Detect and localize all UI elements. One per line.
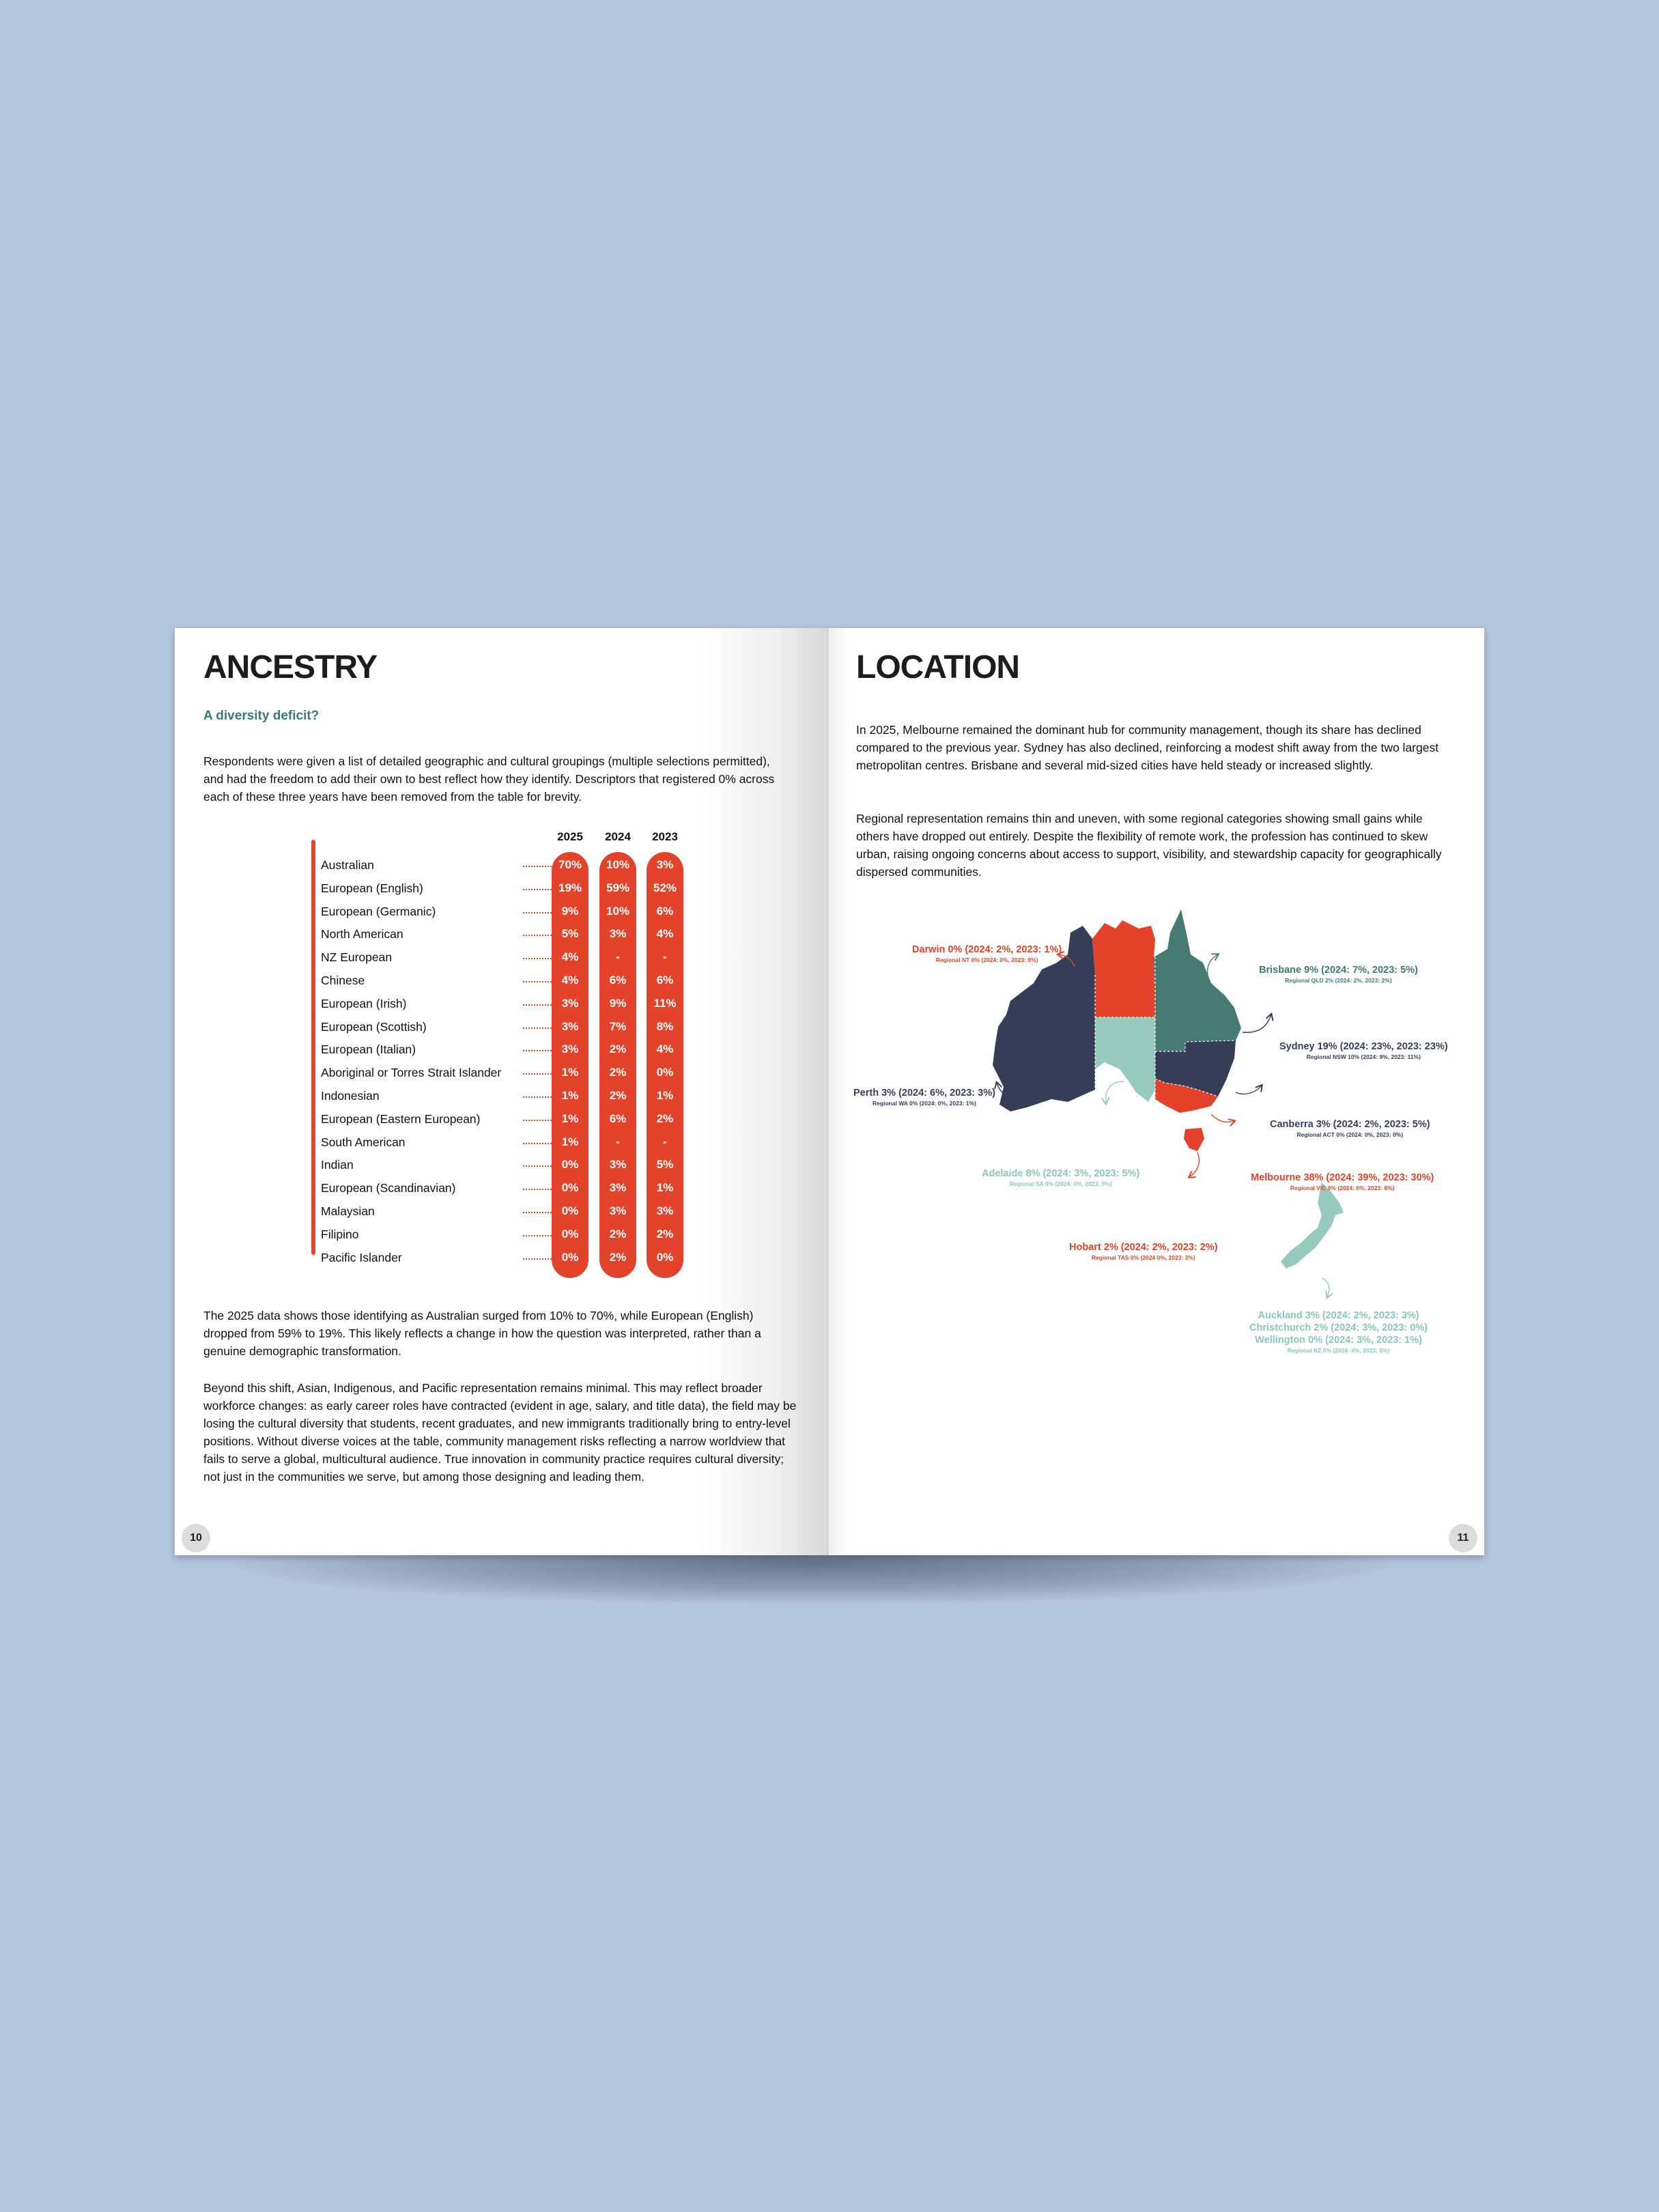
value-2025: 70% [558, 858, 582, 871]
value-2024: 2% [609, 1089, 627, 1102]
value-2025: 1% [561, 1135, 579, 1148]
value-2025: 4% [561, 974, 579, 987]
value-2024: 10% [606, 858, 630, 871]
leader-dots [523, 1258, 554, 1260]
column-header-2025: 2025 [557, 830, 583, 843]
value-2025: 3% [561, 1019, 579, 1033]
value-2023: 2% [656, 1227, 674, 1240]
table-row [321, 1200, 703, 1223]
value-2023: 1% [656, 1181, 674, 1195]
row-label: European (Germanic) [321, 904, 436, 918]
body-paragraph-1: In 2025, Melbourne remained the dominant hub for community management, though its share has declined compared to the previous year. Sydney has also declined, reinforcing a modest shift away from the two largest metropolitan centres. Brisbane and several mid-sized cities have held steady or increased slightly. [856, 723, 1439, 772]
row-label: NZ European [321, 950, 393, 965]
value-2025: 1% [561, 1089, 579, 1102]
value-2024: 2% [609, 1066, 627, 1079]
label-adelaide: Adelaide 8% (2024: 3%, 2023: 5%) Regional SA 0% (2024: 0%, 2023: 0%) [982, 1168, 1140, 1187]
value-2023: 2% [656, 1111, 674, 1125]
body-paragraph-2: Regional representation remains thin and uneven, with some regional categories showing small gains while others have dropped out entirely. Despite the flexibility of remote work, the profession has continued to skew urban, raising ongoing concerns about access to support, visibility, and stewardship capacity for geographically dispersed communities. [856, 812, 1442, 879]
leader-dots [523, 1096, 554, 1098]
label-new-zealand: Auckland 3% (2024: 2%, 2023: 3%) Christchurch 2% (2024: 3%, 2023: 0%) Wellington 0% (2024: 3%, 2023: 1%) Regional NZ 0% (2024: 4%, 2023: 5%) [1249, 1310, 1428, 1354]
value-2025: 0% [561, 1227, 579, 1240]
row-label: Indian [321, 1158, 354, 1172]
label-brisbane: Brisbane 9% (2024: 7%, 2023: 5%) Regional QLD 2% (2024: 2%, 2023: 2%) [1259, 965, 1418, 984]
canberra-arrow [1236, 1086, 1262, 1094]
value-2024: 6% [609, 974, 627, 987]
value-2025: 0% [561, 1204, 579, 1217]
value-2024: 3% [609, 1181, 627, 1195]
value-2024: 2% [609, 1043, 627, 1056]
row-label: European (Eastern European) [321, 1111, 481, 1126]
leader-dots [523, 1189, 554, 1190]
value-2025: 0% [561, 1181, 579, 1195]
value-2024: 3% [609, 927, 627, 941]
table-accent-bar [311, 840, 315, 1255]
value-2025: 3% [561, 996, 579, 1010]
row-label: Indonesian [321, 1089, 380, 1103]
region-sa [1095, 1017, 1155, 1102]
leader-dots [523, 1120, 554, 1121]
value-2023: 11% [653, 996, 677, 1010]
melbourne-arrow [1211, 1114, 1234, 1122]
label-hobart: Hobart 2% (2024: 2%, 2023: 2%) Regional TAS 0% (2024 0%, 2023: 3%) [1069, 1242, 1218, 1261]
value-2025: 0% [561, 1158, 579, 1172]
right-page [829, 628, 1484, 1555]
leader-dots [523, 1073, 554, 1075]
section-subtitle: A diversity deficit? [203, 709, 320, 723]
value-2023: 52% [653, 881, 677, 894]
value-2023: - [663, 950, 667, 964]
value-2024: - [616, 1135, 620, 1148]
table-row [321, 992, 703, 1015]
value-2023: 6% [656, 974, 674, 987]
table-row [321, 922, 703, 946]
value-2023: 8% [656, 1019, 674, 1033]
region-tas [1184, 1128, 1204, 1151]
row-label: Pacific Islander [321, 1250, 402, 1264]
table-row [321, 900, 703, 923]
table-row [321, 969, 703, 992]
value-2024: 2% [609, 1250, 627, 1264]
value-2024: 7% [609, 1019, 627, 1033]
region-qld [1154, 909, 1241, 1051]
table-row [321, 1176, 703, 1200]
page-title: LOCATION [856, 649, 1020, 685]
region-nz-south [1281, 1228, 1324, 1268]
row-label: South American [321, 1135, 406, 1149]
table-row [321, 1153, 703, 1176]
value-2023: 4% [656, 927, 674, 941]
value-2025: 19% [558, 881, 582, 894]
leader-dots [523, 1050, 554, 1051]
value-2024: 59% [606, 881, 630, 894]
value-2025: 5% [561, 927, 579, 941]
value-2023: 6% [656, 904, 674, 918]
left-page [175, 628, 829, 1555]
value-2023: - [663, 1135, 667, 1148]
value-2025: 3% [561, 1043, 579, 1056]
value-2024: 10% [606, 904, 630, 918]
value-2023: 4% [656, 1043, 674, 1056]
sydney-arrow [1243, 1015, 1271, 1032]
value-2023: 5% [656, 1158, 674, 1172]
table-row [321, 853, 703, 877]
leader-dots [523, 1165, 554, 1167]
label-sydney: Sydney 19% (2024: 23%, 2023: 23%) Regional NSW 10% (2024: 9%, 2023: 11%) [1279, 1041, 1448, 1060]
value-2024: 6% [609, 1111, 627, 1125]
adelaide-arrow [1106, 1081, 1124, 1103]
row-label: Malaysian [321, 1204, 375, 1218]
table-row [321, 946, 703, 969]
value-2025: 0% [561, 1250, 579, 1264]
value-2023: 3% [656, 1204, 674, 1217]
label-melbourne: Melbourne 38% (2024: 39%, 2023: 30%) Regional VIC 9% (2024: 6%, 2023: 8%) [1251, 1172, 1434, 1191]
leader-dots [523, 1212, 554, 1213]
leader-dots [523, 1235, 554, 1236]
leader-dots [523, 889, 554, 890]
value-2025: 9% [561, 904, 579, 918]
table-row [321, 877, 703, 900]
intro-paragraph: Respondents were given a list of detailed geographic and cultural groupings (multiple selections permitted), and had the freedom to add their own to best reflect how they identify. Descriptors that registered 0% across each of these three years have been removed from the table for brevity. [203, 754, 775, 804]
leader-dots [523, 958, 554, 959]
leader-dots [523, 912, 554, 913]
hobart-arrow [1189, 1152, 1199, 1177]
value-2024: 3% [609, 1158, 627, 1172]
row-label: Filipino [321, 1227, 359, 1241]
value-2023: 3% [656, 858, 674, 871]
value-2025: 1% [561, 1066, 579, 1079]
table-row [321, 1061, 703, 1084]
page-title: ANCESTRY [203, 649, 378, 685]
region-nt [1092, 920, 1155, 1017]
table-row [321, 1084, 703, 1107]
value-2023: 0% [656, 1250, 674, 1264]
row-label: European (English) [321, 881, 423, 895]
value-2024: 9% [609, 996, 627, 1010]
value-2024: 2% [609, 1227, 627, 1240]
table-row [321, 1246, 703, 1269]
leader-dots [523, 1143, 554, 1144]
label-canberra: Canberra 3% (2024: 2%, 2023: 5%) Regional ACT 0% (2024: 0%, 2023: 0%) [1270, 1119, 1430, 1138]
body-paragraph-1: The 2025 data shows those identifying as Australian surged from 10% to 70%, while European (English) dropped from 59% to 19%. This likely reflects a change in how the question was interpreted, rather than a genuine demographic transformation. [203, 1309, 761, 1358]
value-2025: 1% [561, 1111, 579, 1125]
body-paragraph-2: Beyond this shift, Asian, Indigenous, and Pacific representation remains minimal. This may reflect broader workforce changes: as early career roles have contracted (evident in age, salary, and title data), the field may be losing the cultural diversity that students, recent graduates, and new immigrants traditionally bring to entry-level positions. Without diverse voices at the table, community management risks reflecting a narrow worldview that fails to serve a global, multicultural audience. True innovation in community practice requires cultural diversity; not just in the communities we serve, but among those designing and leading them. [203, 1381, 797, 1484]
table-row [321, 1131, 703, 1154]
leader-dots [523, 1027, 554, 1029]
table-row [321, 1107, 703, 1131]
brisbane-arrow [1208, 954, 1218, 979]
page-number: 10 [182, 1524, 210, 1552]
nz-arrow [1322, 1278, 1329, 1297]
table-row [321, 1038, 703, 1061]
row-label: Aboriginal or Torres Strait Islander [321, 1066, 502, 1080]
value-2024: 3% [609, 1204, 627, 1217]
column-header-2024: 2024 [605, 830, 631, 843]
row-label: European (Italian) [321, 1043, 416, 1057]
row-label: North American [321, 927, 403, 941]
row-label: European (Scandinavian) [321, 1181, 456, 1195]
ancestry-table [311, 830, 678, 1264]
row-label: European (Scottish) [321, 1019, 427, 1034]
leader-dots [523, 981, 554, 982]
label-darwin: Darwin 0% (2024: 2%, 2023: 1%) Regional NT 0% (2024: 0%, 2023: 0%) [912, 944, 1062, 963]
row-label: European (Irish) [321, 996, 407, 1010]
table-row [321, 1223, 703, 1246]
value-2023: 1% [656, 1089, 674, 1102]
open-booklet [175, 628, 1484, 1555]
column-header-2023: 2023 [652, 830, 678, 843]
row-label: Australian [321, 858, 374, 872]
table-row [321, 1015, 703, 1038]
page-number: 11 [1449, 1524, 1477, 1552]
value-2024: - [616, 950, 620, 964]
row-label: Chinese [321, 974, 365, 987]
leader-dots [523, 1004, 554, 1006]
label-perth: Perth 3% (2024: 6%, 2023: 3%) Regional WA 0% (2024: 0%, 2023: 1%) [853, 1088, 995, 1107]
value-2023: 0% [656, 1066, 674, 1079]
leader-dots [523, 866, 554, 867]
value-2025: 4% [561, 950, 579, 964]
leader-dots [523, 935, 554, 936]
